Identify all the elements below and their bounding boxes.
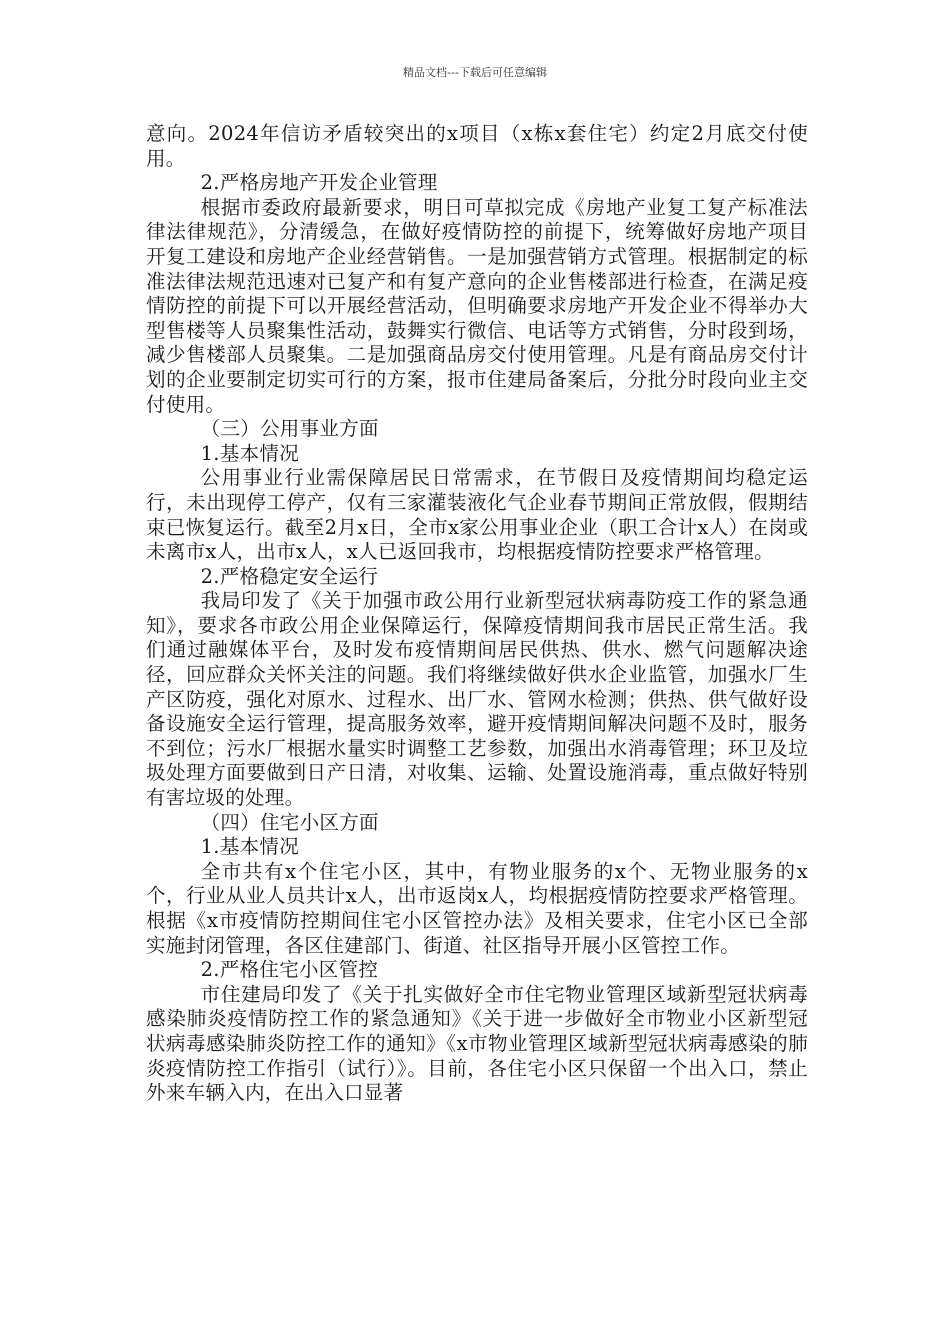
subsection-heading: 2.严格住宅小区管控 xyxy=(200,958,379,982)
paragraph: 全市共有x个住宅小区，其中，有物业服务的x个、无物业服务的x个，行业从业人员共计x人，出市返岗x人，均根据疫情防控要求严格管理。根据《x市疫情防控期间住宅小区管控办法》及相关要求，住宅小区已全部实施封闭管理，各区住建部门、街道、社区指导开展小区管控工作。 xyxy=(146,859,808,957)
page-header: 精品文档---下载后可任意编辑 xyxy=(403,66,547,79)
paragraph-continuation: 意向。2024年信访矛盾较突出的x项目（x栋x套住宅）约定2月底交付使用。 xyxy=(146,122,808,170)
paragraph: 公用事业行业需保障居民日常需求，在节假日及疫情期间均稳定运行，未出现停工停产，仅有三家灌装液化气企业春节期间正常放假，假期结束已恢复运行。截至2月x日，全市x家公用事业企业（职工合计x人）在岗或未离市x人，出市x人，x人已返回我市，均根据疫情防控要求严格管理。 xyxy=(146,466,808,564)
document-body xyxy=(146,122,808,1106)
paragraph: 市住建局印发了《关于扎实做好全市住宅物业管理区域新型冠状病毒感染肺炎疫情防控工作的紧急通知》《关于进一步做好全市物业小区新型冠状病毒感染肺炎防控工作的通知》《x市物业管理区域新型冠状病毒感染的肺炎疫情防控工作指引（试行）》。目前，各住宅小区只保留一个出入口，禁止外来车辆入内，在出入口显著 xyxy=(146,982,808,1105)
section-heading: （三）公用事业方面 xyxy=(200,417,379,441)
paragraph: 根据市委政府最新要求，明日可草拟完成《房地产业复工复产标准法律法律规范》，分清缓急，在做好疫情防控的前提下，统筹做好房地产项目开复工建设和房地产企业经营销售。一是加强营销方式管理。根据制定的标准法律法规范迅速对已复产和有复产意向的企业售楼部进行检查，在满足疫情防控的前提下可以开展经营活动，但明确要求房地产开发企业不得举办大型售楼等人员聚集性活动，鼓舞实行微信、电话等方式销售，分时段到场，减少售楼部人员聚集。二是加强商品房交付使用管理。凡是有商品房交付计划的企业要制定切实可行的方案，报市住建局备案后，分批分时段向业主交付使用。 xyxy=(146,195,808,416)
section-heading: （四）住宅小区方面 xyxy=(200,810,379,834)
subsection-heading: 1.基本情况 xyxy=(200,835,299,859)
subsection-heading: 1.基本情况 xyxy=(200,441,299,465)
subsection-heading: 2.严格稳定安全运行 xyxy=(200,564,379,588)
paragraph: 我局印发了《关于加强市政公用行业新型冠状病毒防疫工作的紧急通知》，要求各市政公用企业保障运行，保障疫情期间我市居民正常生活。我们通过融媒体平台，及时发布疫情期间居民供热、供水、燃气问题解决途径，回应群众关怀关注的问题。我们将继续做好供水企业监管，加强水厂生产区防疫，强化对原水、过程水、出厂水、管网水检测；供热、供气做好设备设施安全运行管理，提高服务效率，避开疫情期间解决问题不及时，服务不到位；污水厂根据水量实时调整工艺参数，加强出水消毒管理；环卫及垃圾处理方面要做到日产日清，对收集、运输、处置设施消毒，重点做好特别有害垃圾的处理。 xyxy=(146,589,808,810)
subsection-heading: 2.严格房地产开发企业管理 xyxy=(200,171,438,195)
